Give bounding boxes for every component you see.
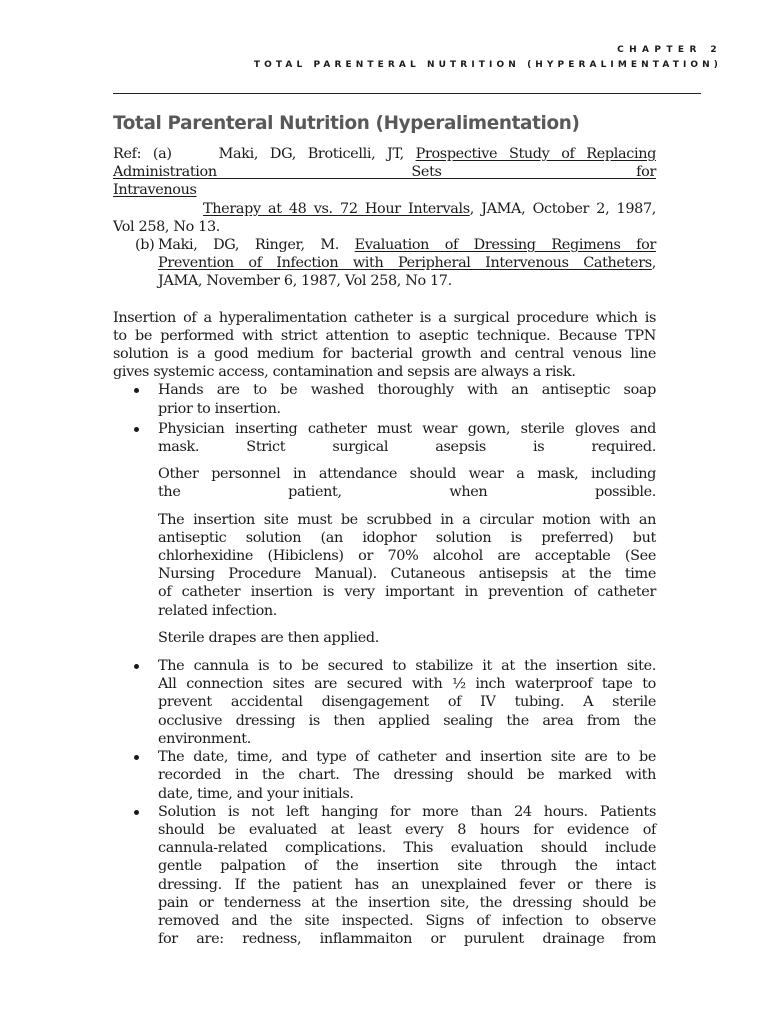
ref-a-prefix: Ref: (a) [113, 146, 172, 162]
intro-paragraph [113, 309, 656, 382]
reference-a [113, 145, 656, 236]
intro-line: gives systemic access, contamination and sepsis are always a risk. [113, 364, 576, 381]
ref-a-title-1: Prospective Study of Replacing [415, 146, 656, 162]
ref-a-volume: Vol 258, No 13. [113, 218, 220, 235]
list-item [113, 381, 656, 417]
intro-line: solution is a good medium for bacterial growth and central venous line [113, 346, 656, 363]
list-item [113, 657, 656, 748]
intro-line: Insertion of a hyperalimentation catheter is a surgical procedure which is [113, 309, 656, 326]
ref-a-title-3: Therapy at 48 vs. 72 Hour Intervals [203, 200, 470, 217]
sub-line: chlorhexidine (Hibiclens) or 70% alcohol are acceptable (See [158, 548, 656, 565]
list-item-line: occlusive dressing is then applied sealing the area from the [158, 712, 656, 729]
list-item-line: removed and the site inspected. Signs of infection to observe [158, 912, 656, 929]
sub-paragraph [113, 465, 656, 501]
intro-line: to be performed with strict attention to aseptic technique. Because TPN [113, 327, 656, 344]
document-body [113, 145, 656, 948]
sub-paragraph [113, 629, 656, 647]
bullet-icon [134, 755, 139, 760]
list-item-line: should be evaluated at least every 8 hours for evidence of [158, 821, 656, 838]
list-item-line: The cannula is to be secured to stabilize it at the insertion site. [158, 658, 656, 675]
list-item-line: pain or tenderness at the insertion site, the dressing should be [158, 894, 656, 911]
reference-b [113, 236, 656, 291]
list-item-line: mask. Strict surgical asepsis is required. [158, 439, 656, 456]
list-item [113, 420, 656, 456]
ref-b-comma: , [651, 255, 656, 272]
bullet-icon [134, 388, 139, 393]
sub-line: Other personnel in attendance should wear a mask, including [158, 466, 656, 483]
procedure-list [113, 657, 656, 948]
ref-a-authors: Maki, DG, Broticelli, JT, [218, 146, 404, 162]
sub-paragraph [113, 511, 656, 620]
chapter-label: CHAPTER 2 [617, 45, 722, 55]
sub-line: of catheter insertion is very important in prevention of catheter [158, 584, 656, 601]
list-item [113, 803, 656, 949]
sub-line: antiseptic solution (an idophor solution is preferred) but [158, 529, 656, 546]
ref-b-title-1: Evaluation of Dressing Regimens for [354, 237, 656, 254]
list-item-line: recorded in the chart. The dressing should be marked with [158, 767, 656, 784]
list-item [113, 748, 656, 803]
list-item-line: Hands are to be washed thoroughly with an antiseptic soap [158, 382, 656, 399]
list-item-line: prior to insertion. [158, 400, 281, 417]
ref-a-journal: , JAMA, October 2, 1987, [469, 200, 656, 217]
bullet-icon [134, 810, 139, 815]
list-item-line: date, time, and your initials. [158, 785, 354, 802]
list-item-line: gentle palpation of the insertion site through the intact [158, 858, 656, 875]
list-item-line: for are: redness, inflammaiton or purulent drainage from [158, 931, 656, 948]
sub-line: related infection. [158, 602, 278, 619]
ref-b-authors: Maki, DG, Ringer, M. [158, 237, 339, 254]
list-item-line: prevent accidental disengagement of IV tubing. A sterile [158, 694, 656, 711]
chapter-title: TOTAL PARENTERAL NUTRITION (HYPERALIMENTATION) [253, 60, 722, 70]
section-heading: Total Parenteral Nutrition (Hyperalimentation) [113, 113, 580, 134]
sub-line: The insertion site must be scrubbed in a circular motion with an [158, 511, 656, 528]
bullet-icon [134, 664, 139, 669]
bullet-icon [134, 427, 139, 432]
sub-line: the patient, when possible. [158, 484, 656, 501]
ref-b-journal: JAMA, November 6, 1987, Vol 258, No 17. [158, 273, 452, 290]
ref-a-title-2: Administration Sets for Intravenous [113, 164, 656, 199]
ref-b-title-2: Prevention of Infection with Peripheral Intervenous Catheters [158, 255, 652, 272]
list-item-line: The date, time, and type of catheter and insertion site are to be [158, 749, 656, 766]
header-rule [113, 93, 701, 94]
list-item-line: All connection sites are secured with ½ inch waterproof tape to [158, 676, 656, 693]
ref-b-label: (b) [135, 237, 155, 254]
procedure-list [113, 381, 656, 456]
sub-line: Nursing Procedure Manual). Cutaneous antisepsis at the time [158, 566, 656, 583]
list-item-line: Solution is not left hanging for more than 24 hours. Patients [158, 803, 656, 820]
list-item-line: Physician inserting catheter must wear gown, sterile gloves and [158, 420, 656, 437]
list-item-line: cannula-related complications. This evaluation should include [158, 840, 656, 857]
list-item-line: dressing. If the patient has an unexplained fever or there is [158, 876, 656, 893]
sub-line: Sterile drapes are then applied. [158, 629, 379, 646]
list-item-line: environment. [158, 730, 251, 747]
